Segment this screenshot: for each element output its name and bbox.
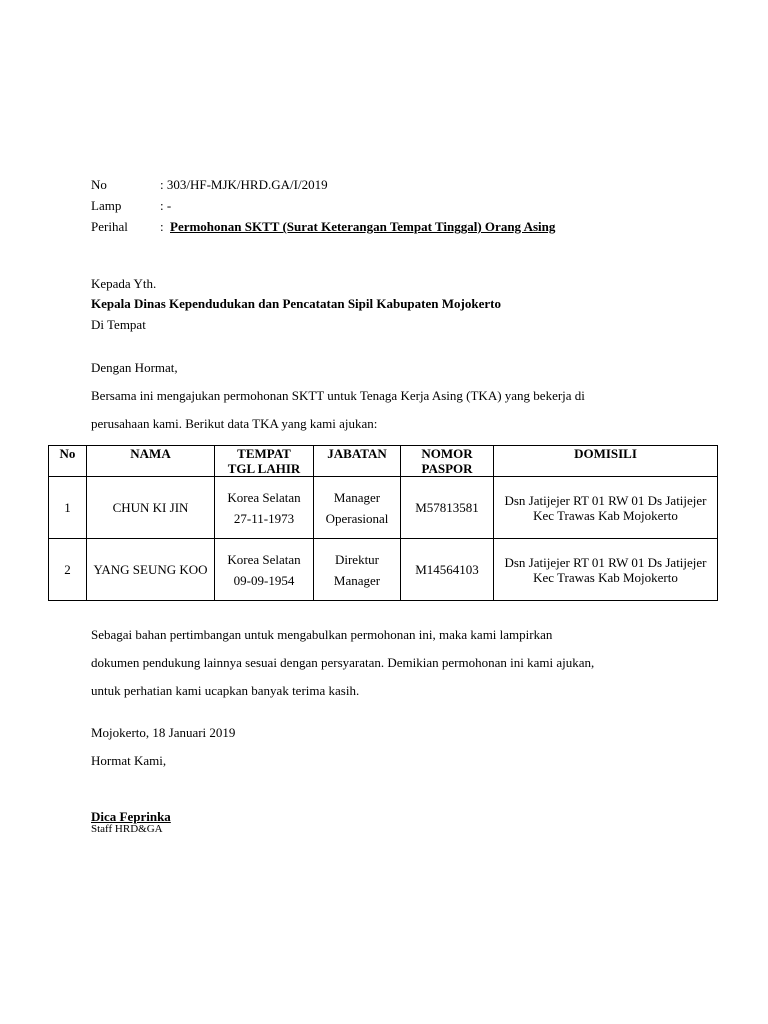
cell-jabatan-line1: Manager [333, 489, 381, 505]
lamp-label: Lamp [91, 198, 122, 213]
letter-number: : 303/HF-MJK/HRD.GA/I/2019 [160, 177, 328, 192]
header-tempat-line2: TGL LAHIR [227, 461, 301, 476]
cell-nama: YANG SEUNG KOO [87, 539, 215, 601]
perihal-label: Perihal [91, 219, 128, 234]
regards: Hormat Kami, [91, 753, 167, 768]
subject-line: Permohonan SKTT (Surat Keterangan Tempat Tinggal) Orang Asing [170, 219, 556, 234]
cell-tempat: Korea Selatan [227, 489, 301, 505]
salutation: Dengan Hormat, [91, 360, 178, 375]
signatory-name: Dica Feprinka [91, 809, 171, 824]
intro-line-2: perusahaan kami. Berikut data TKA yang kami ajukan: [91, 416, 378, 431]
cell-domisili: Dsn Jatijejer RT 01 RW 01 Ds Jatijejer Kec Trawas Kab Mojokerto [494, 477, 718, 539]
cell-paspor: M14564103 [401, 539, 494, 601]
cell-tempat-tgl-lahir [215, 477, 314, 539]
signatory-role: Staff HRD&GA [91, 823, 163, 835]
cell-nama: CHUN KI JIN [87, 477, 215, 539]
cell-tempat-tgl-lahir [215, 539, 314, 601]
table-header-row [49, 446, 718, 477]
header-tempat-line1: TEMPAT [237, 446, 291, 461]
cell-no: 2 [49, 539, 87, 601]
closing-line-2: dokumen pendukung lainnya sesuai dengan persyaratan. Demikian permohonan ini kami ajukan, [91, 655, 595, 670]
header-tempat-tgl-lahir [215, 446, 314, 477]
recipient-place: Di Tempat [91, 317, 146, 332]
header-domisili: DOMISILI [494, 446, 718, 477]
place-date: Mojokerto, 18 Januari 2019 [91, 725, 236, 740]
no-label: No [91, 177, 107, 192]
cell-domisili: Dsn Jatijejer RT 01 RW 01 Ds Jatijejer Kec Trawas Kab Mojokerto [494, 539, 718, 601]
header-paspor-line1: NOMOR [421, 446, 473, 461]
cell-jabatan-line2: Manager [333, 572, 381, 588]
closing-line-3: untuk perhatian kami ucapkan banyak terima kasih. [91, 683, 360, 698]
cell-no: 1 [49, 477, 87, 539]
cell-paspor: M57813581 [401, 477, 494, 539]
closing-line-1: Sebagai bahan pertimbangan untuk mengabulkan permohonan ini, maka kami lampirkan [91, 627, 553, 642]
cell-tgl-lahir: 27-11-1973 [233, 510, 295, 526]
table-row [49, 539, 718, 601]
cell-jabatan [314, 539, 401, 601]
intro-line-1: Bersama ini mengajukan permohonan SKTT untuk Tenaga Kerja Asing (TKA) yang bekerja di [91, 388, 585, 403]
header-nama: NAMA [87, 446, 215, 477]
header-jabatan: JABATAN [314, 446, 401, 477]
cell-jabatan [314, 477, 401, 539]
header-paspor-line2: PASPOR [421, 461, 473, 476]
cell-jabatan-line1: Direktur [334, 551, 380, 567]
perihal-colon: : [160, 219, 164, 234]
recipient: Kepala Dinas Kependudukan dan Pencatatan Sipil Kabupaten Mojokerto [91, 296, 501, 311]
header-nomor-paspor [401, 446, 494, 477]
cell-tgl-lahir: 09-09-1954 [233, 572, 295, 588]
cell-jabatan-line2: Operasional [325, 510, 389, 526]
header-no: No [49, 446, 87, 477]
attachment-value: : - [160, 198, 172, 213]
cell-tempat: Korea Selatan [227, 551, 301, 567]
table-row [49, 477, 718, 539]
tka-table [48, 445, 718, 601]
greeting: Kepada Yth. [91, 276, 157, 291]
